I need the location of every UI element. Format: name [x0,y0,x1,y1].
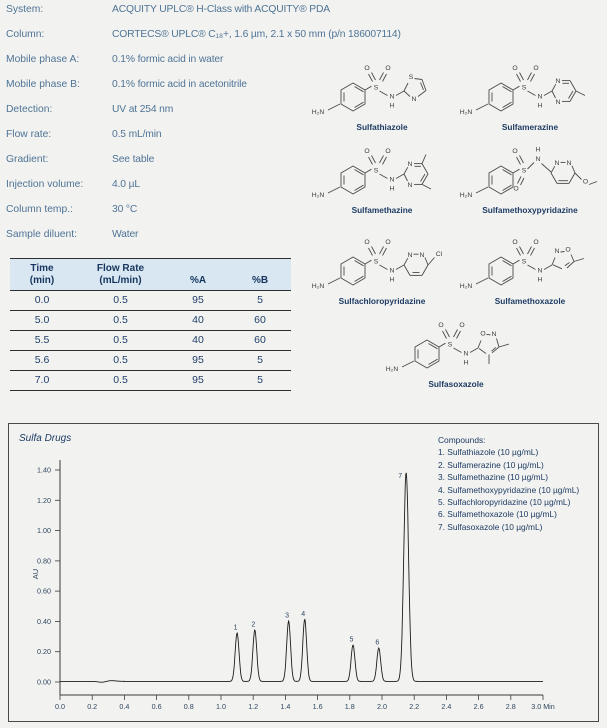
svg-text:H: H [463,359,469,367]
gradient-cell: 7.0 [10,371,74,391]
parameter-label: Flow rate: [6,129,52,140]
svg-text:N: N [411,96,417,103]
gradient-cell: 5 [229,371,291,391]
structure-label: Sulfamethoxazole [494,296,566,306]
svg-text:0.6: 0.6 [151,702,162,711]
svg-text:0.40: 0.40 [37,616,51,626]
svg-text:O: O [385,148,391,155]
gradient-cell: 0.5 [74,291,167,311]
svg-text:O: O [533,65,539,72]
gradient-cell: 5.0 [10,311,74,331]
structure-sulfamethazine [308,140,456,215]
svg-text:N: N [389,93,395,101]
svg-text:N: N [389,176,395,184]
gradient-cell: 5 [229,351,291,371]
svg-text:H₂N: H₂N [385,366,399,373]
gradient-cell: 5.6 [10,351,74,371]
parameter-label: Injection volume: [6,179,84,190]
svg-text:H: H [389,102,395,110]
structure-label: Sulfathiazole [356,122,408,132]
parameter-label: System: [6,4,44,15]
structure-drawing-chloropyridazine [307,231,457,295]
parameter-value: CORTECS® UPLC® C₁₈+, 1.6 µm, 2.1 x 50 mm (p/n 186007114) [112,29,401,40]
svg-text:1.2: 1.2 [248,702,259,711]
svg-text:O: O [385,65,391,72]
legend-items [438,446,579,533]
parameter-label: Column: [6,29,45,40]
compound-structures [308,55,604,389]
gradient-cell: 0.0 [10,291,74,311]
svg-text:0.60: 0.60 [37,586,51,596]
gradient-cell: 0.5 [74,311,167,331]
structure-drawing-methazine [307,140,457,204]
svg-text:1.0: 1.0 [216,702,226,711]
parameter-label: Detection: [6,104,53,115]
gradient-cell: 0.5 [74,351,167,371]
svg-text:O: O [533,239,539,246]
gradient-row [10,311,291,331]
parameter-value: Water [112,229,139,240]
svg-text:H: H [535,146,541,154]
svg-text:O: O [512,239,518,246]
svg-text:4: 4 [301,610,306,618]
svg-text:0.80: 0.80 [37,556,51,566]
svg-text:1.40: 1.40 [37,465,51,475]
svg-text:N: N [389,267,395,275]
gradient-col-header: Time (min) [10,259,74,291]
structure-label: Sulfasoxazole [428,379,484,389]
legend-item: 6. Sulfamethoxazole (10 µg/mL) [438,509,557,520]
parameter-label: Sample diluent: [6,229,77,240]
svg-text:N: N [537,93,543,101]
parameter-label: Mobile phase A: [6,54,80,65]
svg-text:H: H [389,185,395,193]
structure-row [308,231,604,306]
structure-drawing-merazine [455,57,605,121]
gradient-table [10,258,291,391]
svg-text:N: N [407,182,413,189]
svg-text:S: S [447,341,453,349]
svg-text:2: 2 [251,621,256,629]
svg-text:5: 5 [349,636,354,644]
svg-text:O: O [364,65,370,72]
svg-text:H₂N: H₂N [311,192,325,199]
svg-text:1.6: 1.6 [312,702,323,711]
svg-text:S: S [373,258,379,266]
svg-text:AU: AU [31,568,40,580]
svg-text:O: O [459,322,465,329]
parameter-value: 4.0 µL [112,179,140,190]
structure-sulfasoxazole [382,314,530,389]
gradient-cell: 0.5 [74,371,167,391]
svg-text:S: S [521,84,527,92]
svg-text:N: N [407,161,413,168]
svg-text:S: S [408,74,414,81]
gradient-col-header: %B [229,259,291,291]
compounds-legend [438,434,579,533]
svg-text:S: S [373,167,379,175]
parameter-row [6,29,401,54]
structure-label: Sulfamethoxypyridazine [482,205,578,215]
structure-row [308,314,604,389]
structure-label: Sulfachloropyridazine [338,296,426,306]
svg-text:H: H [537,276,543,284]
chart-title: Sulfa Drugs [19,433,72,444]
gradient-cell: 40 [167,311,229,331]
gradient-table-body [10,291,291,391]
legend-item: 5. Sulfachloropyridazine (10 µg/mL) [438,497,571,508]
svg-text:O: O [364,239,370,246]
parameter-row [6,4,396,29]
gradient-col-header: %A [167,259,229,291]
svg-text:0.2: 0.2 [87,702,98,711]
structure-sulfamerazine [456,57,604,132]
svg-text:0.20: 0.20 [37,647,51,657]
svg-text:H: H [537,102,543,110]
legend-item: 4. Sulfamethoxypyridazine (10 µg/mL) [438,484,580,495]
svg-text:S: S [521,167,527,175]
svg-text:3.0 Min: 3.0 Min [531,702,555,711]
svg-text:1.20: 1.20 [37,495,51,505]
structure-label: Sulfamerazine [501,122,559,132]
parameter-value: ACQUITY UPLC® H-Class with ACQUITY® PDA [112,4,330,15]
svg-text:O: O [512,65,518,72]
svg-text:O: O [438,322,444,329]
gradient-col-header: Flow Rate (mL/min) [74,259,167,291]
svg-text:N: N [555,99,561,106]
structure-row [308,57,604,132]
svg-text:N: N [566,160,572,167]
svg-text:N: N [554,160,560,167]
gradient-cell: 40 [167,331,229,351]
gradient-row [10,351,291,371]
svg-text:O: O [513,185,519,193]
svg-text:O: O [512,148,518,155]
parameter-value: See table [112,154,155,165]
parameter-value: 0.5 mL/min [112,129,162,140]
svg-text:N: N [407,252,413,259]
svg-text:N: N [555,78,561,85]
svg-text:0.8: 0.8 [183,702,194,711]
svg-text:1: 1 [233,624,238,632]
structure-sulfathiazole [308,57,456,132]
svg-text:N: N [535,156,541,163]
parameter-label: Gradient: [6,154,49,165]
svg-text:O: O [480,330,486,338]
structure-row [308,140,604,215]
svg-text:H₂N: H₂N [459,283,473,290]
structure-drawing-methoxypyridazine [455,140,605,204]
svg-text:1.4: 1.4 [280,702,291,711]
svg-text:O: O [565,246,571,254]
parameter-label: Mobile phase B: [6,79,80,90]
parameter-value: UV at 254 nm [112,104,174,115]
svg-text:0.0: 0.0 [55,702,65,711]
gradient-cell: 5.5 [10,331,74,351]
gradient-cell: 60 [229,311,291,331]
svg-text:3: 3 [285,612,290,620]
svg-text:H₂N: H₂N [311,109,325,116]
parameter-label: Column temp.: [6,204,73,215]
gradient-cell: 95 [167,371,229,391]
svg-text:N: N [463,350,469,358]
svg-text:2.6: 2.6 [473,702,484,711]
svg-text:Cl: Cl [435,251,443,258]
svg-text:S: S [521,258,527,266]
svg-text:2.2: 2.2 [409,702,420,711]
gradient-row [10,331,291,351]
svg-text:N: N [491,331,497,338]
svg-text:7: 7 [398,473,403,480]
structure-sulfamethoxypyridazine [456,140,604,215]
svg-text:H₂N: H₂N [311,283,325,290]
gradient-cell: 5 [229,291,291,311]
legend-item: 2. Sulfamerazine (10 µg/mL) [438,459,544,470]
svg-text:O: O [582,178,589,186]
svg-text:N: N [554,248,560,255]
svg-text:N: N [537,267,543,275]
structure-drawing-soxazole [381,314,531,378]
structure-drawing-methoxazole [455,231,605,295]
structure-drawing-thiazole [307,57,457,121]
svg-text:S: S [373,84,379,92]
legend-title: Compounds: [438,435,486,445]
gradient-row [10,291,291,311]
svg-text:1.8: 1.8 [344,702,355,711]
parameter-value: 30 °C [112,204,138,215]
structure-label: Sulfamethazine [351,205,413,215]
svg-text:6: 6 [375,639,380,647]
svg-text:2.8: 2.8 [505,702,516,711]
gradient-header-row [10,259,291,291]
svg-text:N: N [419,252,425,259]
svg-text:O: O [364,148,370,155]
gradient-table-header [10,259,291,291]
parameter-value: 0.1% formic acid in water [112,54,224,65]
svg-text:H₂N: H₂N [459,109,473,116]
gradient-cell: 0.5 [74,331,167,351]
svg-text:H: H [389,276,395,284]
gradient-cell: 95 [167,351,229,371]
legend-item: 7. Sulfasoxazole (10 µg/mL) [438,521,543,532]
legend-item: 3. Sulfamethazine (10 µg/mL) [438,472,549,483]
svg-text:0.4: 0.4 [119,702,130,711]
svg-text:2.0: 2.0 [377,702,387,711]
legend-item: 1. Sulfathiazole (10 µg/mL) [438,447,539,458]
svg-text:0.00: 0.00 [37,677,51,687]
svg-text:O: O [385,239,391,246]
svg-text:H₂N: H₂N [459,192,473,199]
parameter-value: 0.1% formic acid in acetonitrile [112,79,247,90]
gradient-cell: 95 [167,291,229,311]
structure-sulfachloropyridazine [308,231,456,306]
svg-text:1.00: 1.00 [37,526,51,536]
gradient-cell: 60 [229,331,291,351]
structure-sulfamethoxazole [456,231,604,306]
chromatogram-panel [8,423,599,722]
svg-text:2.4: 2.4 [441,702,452,711]
gradient-row [10,371,291,391]
